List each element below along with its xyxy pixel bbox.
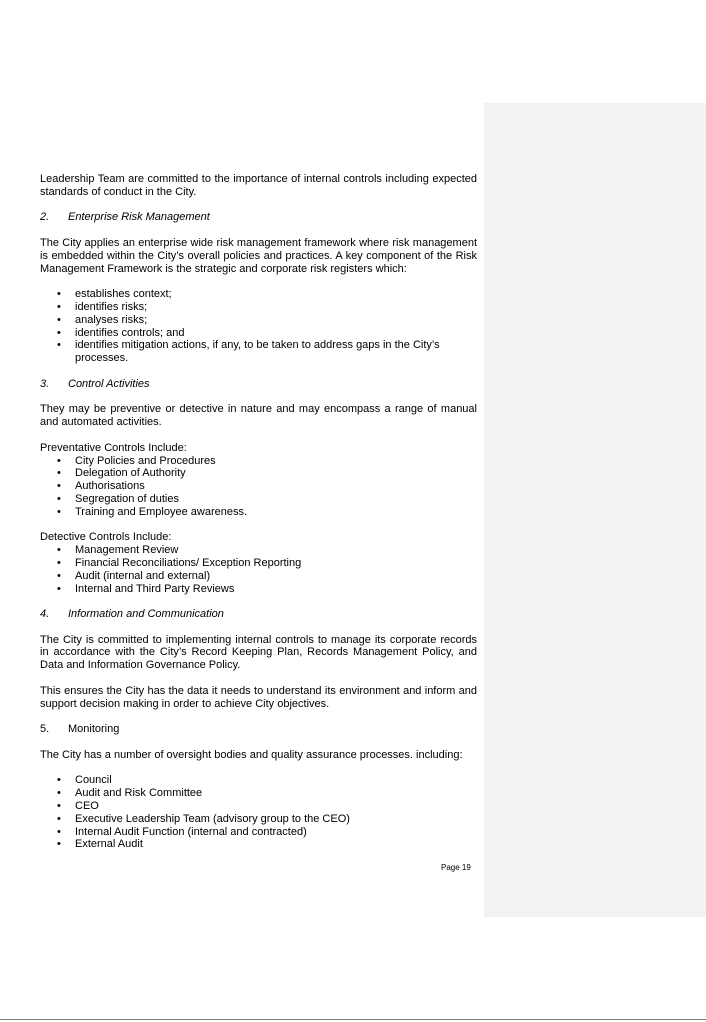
- list-item: • Council: [40, 774, 477, 787]
- list-item: • Delegation of Authority: [40, 467, 477, 480]
- list-item: • Management Review: [40, 544, 477, 557]
- section-4-paragraph-2: This ensures the City has the data it needs to understand its environment and inform and support decision making in order to achieve City objectives.: [40, 684, 477, 710]
- page-number: Page 19: [441, 863, 471, 872]
- section-5-paragraph: The City has a number of oversight bodies and quality assurance processes. including:: [40, 748, 463, 761]
- list-item: • Internal Audit Function (internal and contracted): [40, 826, 477, 839]
- list-item: • Internal and Third Party Reviews: [40, 583, 477, 596]
- list-item: • identifies controls; and: [40, 327, 477, 340]
- section-4-paragraph-1: The City is committed to implementing internal controls to manage its corporate records in accordance with the City’s Record Keeping Plan, Records Management Policy, and Data and Information Governance Policy.: [40, 633, 477, 672]
- preventative-controls-label: Preventative Controls Include:: [40, 441, 187, 454]
- section-4-heading: [40, 608, 477, 621]
- comment-pane: [484, 103, 706, 917]
- section-4-title: Information and Communication: [68, 608, 224, 621]
- oversight-bodies-list: [40, 774, 477, 851]
- list-item: • establishes context;: [40, 288, 477, 301]
- section-3-number: 3.: [40, 377, 50, 390]
- list-item: • Segregation of duties: [40, 493, 477, 506]
- list-item: • identifies risks;: [40, 301, 477, 314]
- list-item: • City Policies and Procedures: [40, 455, 477, 468]
- risk-register-list: [40, 288, 477, 365]
- detective-controls-label: Detective Controls Include:: [40, 531, 172, 544]
- list-item: • Training and Employee awareness.: [40, 506, 477, 519]
- list-item: • External Audit: [40, 838, 477, 851]
- page-bottom-divider: [0, 1019, 706, 1020]
- list-item: • Executive Leadership Team (advisory group to the CEO): [40, 813, 477, 826]
- section-2-number: 2.: [40, 211, 50, 224]
- list-item: • Financial Reconciliations/ Exception Reporting: [40, 557, 477, 570]
- list-item: • identifies mitigation actions, if any, to be taken to address gaps in the City’s processes.: [40, 339, 477, 365]
- section-2-heading: [40, 211, 477, 224]
- section-5-number: 5.: [40, 723, 50, 736]
- list-item: • Authorisations: [40, 480, 477, 493]
- section-2-title: Enterprise Risk Management: [68, 211, 210, 224]
- section-3-heading: [40, 378, 477, 391]
- list-item: • Audit (internal and external): [40, 570, 477, 583]
- document-body: [40, 173, 477, 851]
- detective-controls-list: [40, 544, 477, 595]
- section-4-number: 4.: [40, 608, 50, 621]
- section-2-paragraph: The City applies an enterprise wide risk management framework where risk management is embedded within the City’s overall policies and practices. A key component of the Risk Management Framework is the strategic and corporate risk registers which:: [40, 236, 477, 275]
- section-5-title: Monitoring: [68, 723, 120, 736]
- preventative-controls-list: [40, 455, 477, 519]
- section-5-heading: [40, 723, 477, 736]
- section-3-title: Control Activities: [68, 377, 150, 390]
- list-item: • Audit and Risk Committee: [40, 787, 477, 800]
- list-item: • CEO: [40, 800, 477, 813]
- intro-paragraph: Leadership Team are committed to the importance of internal controls including expected standards of conduct in the City.: [40, 173, 477, 198]
- list-item: • analyses risks;: [40, 314, 477, 327]
- section-3-paragraph: They may be preventive or detective in nature and may encompass a range of manual and automated activities.: [40, 403, 477, 429]
